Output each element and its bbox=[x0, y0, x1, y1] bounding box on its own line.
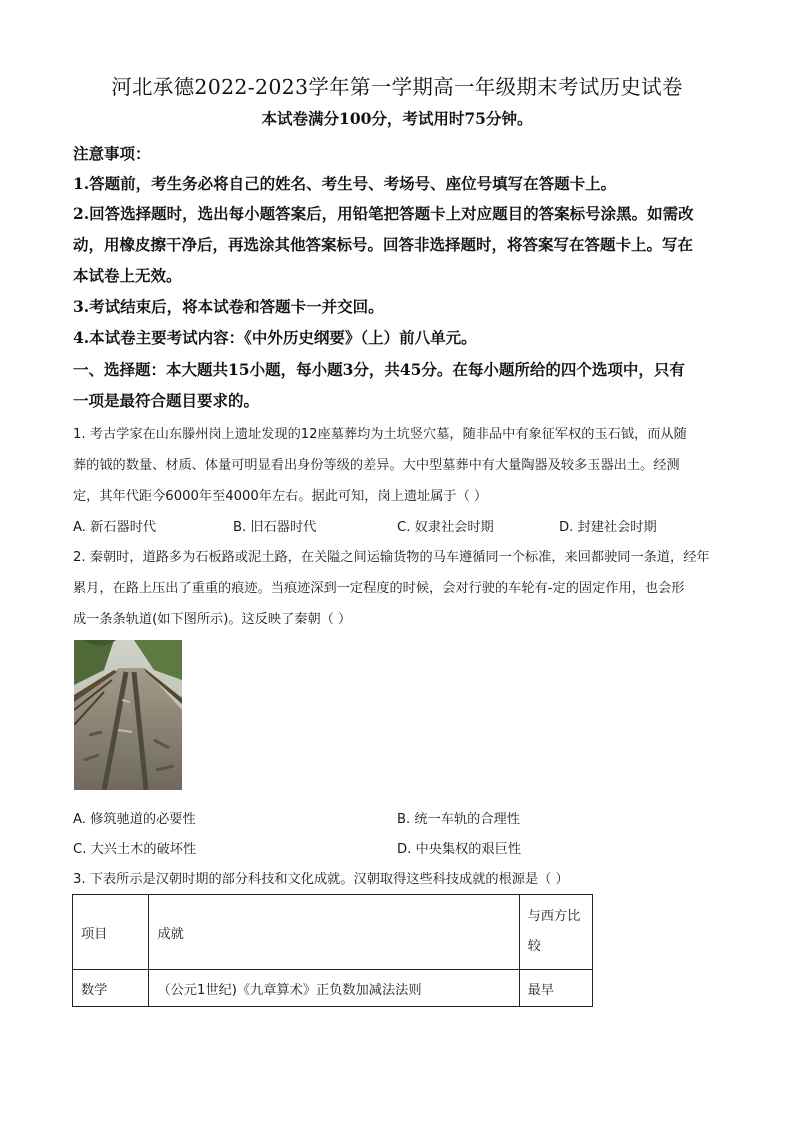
table-header-cell: 项目 bbox=[73, 895, 149, 970]
page-subtitle: 本试卷满分100分，考试用时75分钟。 bbox=[261, 109, 533, 128]
table-cell: 数学 bbox=[73, 970, 149, 1007]
table-header-cell: 成就 bbox=[149, 895, 519, 970]
q2-option-c[interactable]: C. 大兴土木的破坏性 bbox=[73, 842, 197, 857]
q2-option-a[interactable]: A. 修筑驰道的必要性 bbox=[73, 812, 196, 827]
ancient-road-ruts-photo bbox=[74, 640, 182, 790]
q1-option-a[interactable]: A. 新石器时代 bbox=[73, 520, 157, 535]
q1-option-d[interactable]: D. 封建社会时期 bbox=[559, 520, 657, 535]
note-2-line-2: 动，用橡皮擦干净后，再选涂其他答案标号。回答非选择题时，将答案写在答题卡上。写在 bbox=[73, 235, 694, 254]
q1-stem-line-1: 1. 考古学家在山东滕州岗上遗址发现的12座墓葬均为土坑竖穴墓，随非品中有象征军权的玉石钺，而从随 bbox=[73, 427, 687, 442]
q3-achievements-table bbox=[72, 894, 593, 1007]
notes-heading: 注意事项： bbox=[73, 144, 151, 163]
table-cell: 最早 bbox=[519, 970, 592, 1007]
q2-option-d[interactable]: D. 中央集权的艰巨性 bbox=[397, 842, 522, 857]
q1-option-c[interactable]: C. 奴隶社会时期 bbox=[397, 520, 494, 535]
note-2-line-1: 2.回答选择题时，选出每小题答案后，用铅笔把答题卡上对应题目的答案标号涂黑。如需改 bbox=[73, 204, 694, 223]
q1-option-b[interactable]: B. 旧石器时代 bbox=[233, 520, 317, 535]
section-heading-line-1: 一、选择题：本大题共15小题，每小题3分，共45分。在每小题所给的四个选项中，只有 bbox=[73, 360, 685, 379]
q3-stem: 3. 下表所示是汉朝时期的部分科技和文化成就。汉朝取得这些科技成就的根源是（ ） bbox=[73, 872, 569, 887]
q2-option-b[interactable]: B. 统一车轨的合理性 bbox=[397, 812, 520, 827]
table-header-row bbox=[73, 895, 593, 970]
q1-stem-line-2: 葬的钺的数量、材质、体量可明显看出身份等级的差异。大中型墓葬中有大量陶器及较多玉器出土。经测 bbox=[73, 458, 680, 473]
note-4: 4.本试卷主要考试内容：《中外历史纲要》（上）前八单元。 bbox=[73, 328, 477, 347]
q2-stem-line-1: 2. 秦朝时，道路多为石板路或泥土路，在关隘之间运输货物的马车遵循同一个标准，来回都驶同一条道，经年 bbox=[73, 550, 710, 565]
note-2-line-3: 本试卷上无效。 bbox=[73, 266, 182, 285]
q2-stem-line-2: 累月，在路上压出了重重的痕迹。当痕迹深到一定程度的时候，会对行驶的车轮有-定的固定作用，也会形 bbox=[73, 581, 685, 596]
note-3: 3.考试结束后，将本试卷和答题卡一并交回。 bbox=[73, 297, 384, 316]
page-title: 河北承德2022-2023学年第一学期高一年级期末考试历史试卷 bbox=[111, 75, 683, 99]
table-header-cell: 与西方比较 bbox=[519, 895, 592, 970]
q2-stem-line-3: 成一条条轨道(如下图所示)。这反映了秦朝（ ） bbox=[73, 612, 352, 627]
table-cell: （公元1世纪)《九章算术》正负数加减法法则 bbox=[149, 970, 519, 1007]
section-heading-line-2: 一项是最符合题目要求的。 bbox=[73, 391, 260, 410]
table-row bbox=[73, 970, 593, 1007]
note-1: 1.答题前，考生务必将自己的姓名、考生号、考场号、座位号填写在答题卡上。 bbox=[73, 174, 617, 193]
q1-stem-line-3: 定，其年代距今6000年至4000年左右。据此可知，岗上遗址属于（ ） bbox=[73, 489, 488, 504]
